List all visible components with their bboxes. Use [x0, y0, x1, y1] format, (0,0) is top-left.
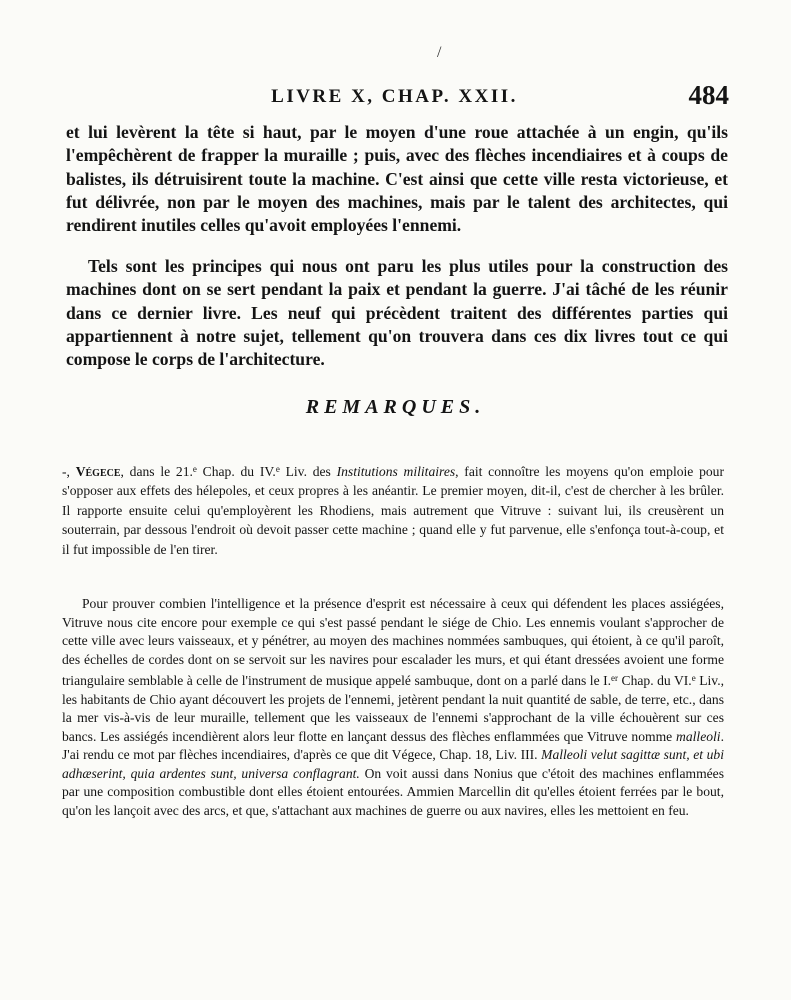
- latin-term: malleoli: [676, 728, 721, 744]
- superscript: e: [192, 464, 197, 474]
- note-text: , fait connoître les moyens qu'on emploie pour s'opposer aux effets des hélepoles, et ceux propres à les anéantir. Le premier moyen, dit-il, c'est de chercher à les brûler. Il rapporte ensuite celui qu'employèrent les Rhodiens, mais autrement que Vitruve : suivant lui, ils creusèrent un souterrain, par dessous l'endroit où devoit passer cette machine ; quand elle y fut parvenue, elle s'enfonça tout-à-coup, et il fut impossible de l'en tirer.: [62, 464, 724, 557]
- note-text: Liv., les habitants de Chio ayant découvert les projets de l'ennemi, jetèrent pendant la nuit quantité de sable, de terre, etc., dans la mer vis-à-vis de leur muraille, tellement que les vaisseaux de l'ennemi s'approchant de la ville échouèrent sur ces bancs. Les assiégés incendièrent alors leur flotte en lançant dessus des flèches enflammées que Vitruve nomme: [62, 673, 724, 744]
- page-header: [60, 80, 729, 110]
- note-text: On voit aussi dans Nonius que c'étoit des machines enflammées par une composition combustible dont elles étoient entourées. Ammien Marcellin dit qu'elles étoient ferrées par le bout, qu'on les lançoit avec des arcs, et que, s'attachant aux machines de guerre ou aux navires, elles les mettoient en feu.: [62, 765, 724, 819]
- note-text: Liv. des: [279, 464, 337, 479]
- remark-note-2: [62, 595, 724, 821]
- remark-note-1: [62, 460, 724, 559]
- superscript: er: [611, 673, 619, 684]
- note-text: Chap. du IV.: [196, 464, 276, 479]
- main-paragraph-1: et lui levèrent la tête si haut, par le moyen d'une roue attachée à un engin, qu'ils l'empêchèrent de frapper la muraille ; puis, avec des flèches incendiaires et à coups de balistes, ils détruisirent toute la machine. C'est ainsi que cette ville resta victorieuse, et fut délivrée, non par le moyen des machines, mais par le talent des architectes, qui rendirent inutiles celles qu'avoit employées l'ennemi.: [66, 122, 728, 236]
- note-marker: -,: [62, 464, 76, 479]
- remarks-heading: REMARQUES.: [305, 396, 486, 418]
- superscript: e: [275, 464, 280, 474]
- note-text: . J'ai rendu ce mot par flèches incendiaires, d'après ce que dit Végece, Chap. 18, Liv. III.: [62, 728, 724, 763]
- note-text: Chap. du VI.: [618, 673, 692, 689]
- page-number: 484: [688, 80, 729, 110]
- work-title: Institutions militaires: [336, 464, 456, 479]
- note-text: Pour prouver combien l'intelligence et la présence d'esprit est nécessaire à ceux qui défendent les places assiégées, Vitruve nous cite encore pour exemple ce qui s'est passé pendant le siége de Chio. Les ennemis voulant s'approcher de cette ville avec leurs vaisseaux, et y pénétrer, au moyen des machines nommées sambuques, qui étoient, à ce qu'il paroît, des échelles de cordes dont on se servoit sur les navires pour escalader les murs, et qui étant dressées avoient une forme triangulaire semblable à celle de l'instrument de musique appelé sambuque, dont on a parlé dans le I.: [62, 596, 724, 689]
- author-name: Végece: [75, 464, 121, 479]
- note-text: , dans le 21.: [120, 464, 193, 479]
- latin-quotation: Malleoli velut sagittæ sunt, et ubi adhæserint, quia ardentes sunt, universa conflagrant.: [62, 747, 724, 781]
- stray-pen-mark: /: [437, 44, 442, 61]
- running-title: LIVRE X, CHAP. XXII.: [271, 86, 518, 107]
- main-paragraph-2: Tels sont les principes qui nous ont paru les plus utiles pour la construction des machines dont on se sert pendant la paix et pendant la guerre. J'ai tâché de les réunir dans ce dernier livre. Les neuf qui précèdent traitent des différentes parties qui appartiennent à notre sujet, tellement qu'on trouvera dans ces dix livres tout ce qui compose le corps de l'architecture.: [66, 256, 728, 370]
- superscript: e: [691, 673, 696, 684]
